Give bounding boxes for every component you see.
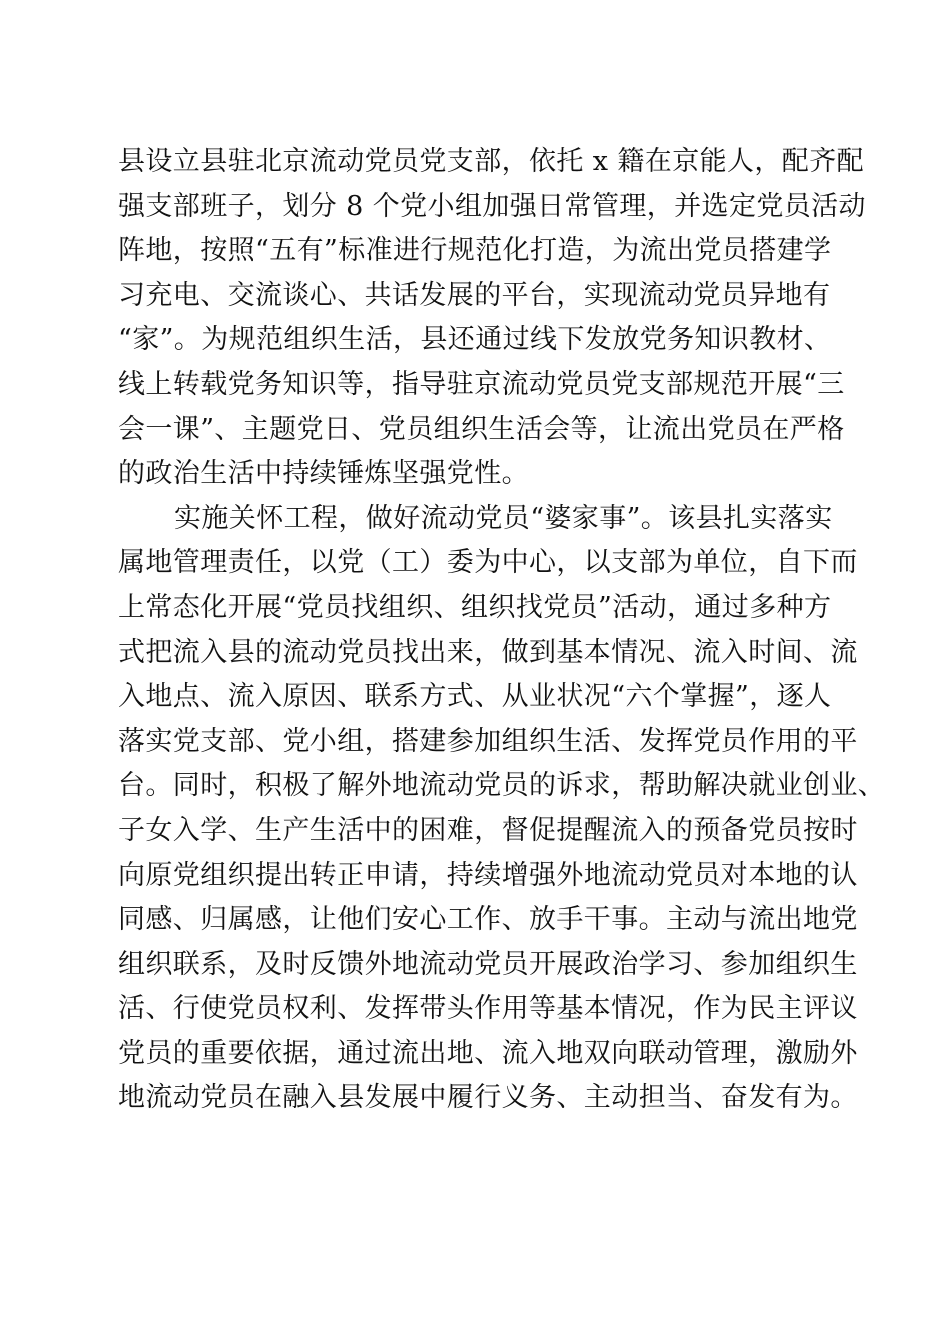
paragraph-2-line-14: 地流动党员在融入县发展中履行义务、主动担当、奋发有为。	[118, 1082, 858, 1114]
document-body	[118, 140, 886, 1121]
paragraph-1-line-2: 强支部班子，划分 8 个党小组加强日常管理，并选定党员活动	[118, 190, 866, 222]
paragraph-2-line-5: 入地点、流入原因、联系方式、从业状况“六个掌握”，逐人	[118, 681, 832, 713]
paragraph-1-line-7: 会一课”、主题党日、党员组织生活会等，让流出党员在严格	[118, 413, 845, 445]
paragraph-2-line-4: 式把流入县的流动党员找出来，做到基本情况、流入时间、流	[118, 636, 858, 668]
paragraph-2-line-10: 同感、归属感，让他们安心工作、放手干事。主动与流出地党	[118, 904, 858, 936]
paragraph-2-line-7: 台。同时，积极了解外地流动党员的诉求，帮助解决就业创业、	[118, 770, 886, 802]
paragraph-2-line-6: 落实党支部、党小组，搭建参加组织生活、发挥党员作用的平	[118, 725, 858, 757]
paragraph-2-line-12: 活、行使党员权利、发挥带头作用等基本情况，作为民主评议	[118, 993, 858, 1025]
paragraph-1-line-4: 习充电、交流谈心、共话发展的平台，实现流动党员异地有	[118, 279, 831, 311]
paragraph-1-line-6: 线上转载党务知识等，指导驻京流动党员党支部规范开展“三	[118, 368, 845, 400]
paragraph-1-line-3: 阵地，按照“五有”标准进行规范化打造，为流出党员搭建学	[118, 235, 832, 267]
paragraph-2-line-1: 实施关怀工程，做好流动党员“婆家事”。该县扎实落实	[174, 502, 833, 534]
paragraph-2-line-9: 向原党组织提出转正申请，持续增强外地流动党员对本地的认	[118, 859, 858, 891]
paragraph-1-line-5: “家”。为规范组织生活，县还通过线下发放党务知识教材、	[118, 324, 832, 356]
paragraph-1-line-8: 的政治生活中持续锤炼坚强党性。	[118, 458, 529, 490]
paragraph-1-line-1: 县设立县驻北京流动党员党支部，依托 x 籍在京能人，配齐配	[118, 146, 864, 177]
paragraph-2-line-2: 属地管理责任，以党（工）委为中心，以支部为单位，自下而	[118, 547, 858, 579]
paragraph-2-line-8: 子女入学、生产生活中的困难，督促提醒流入的预备党员按时	[118, 814, 858, 846]
paragraph-2-line-13: 党员的重要依据，通过流出地、流入地双向联动管理，激励外	[118, 1037, 858, 1069]
paragraph-2-line-3: 上常态化开展“党员找组织、组织找党员”活动，通过多种方	[118, 591, 832, 623]
paragraph-2-line-11: 组织联系，及时反馈外地流动党员开展政治学习、参加组织生	[118, 948, 858, 980]
